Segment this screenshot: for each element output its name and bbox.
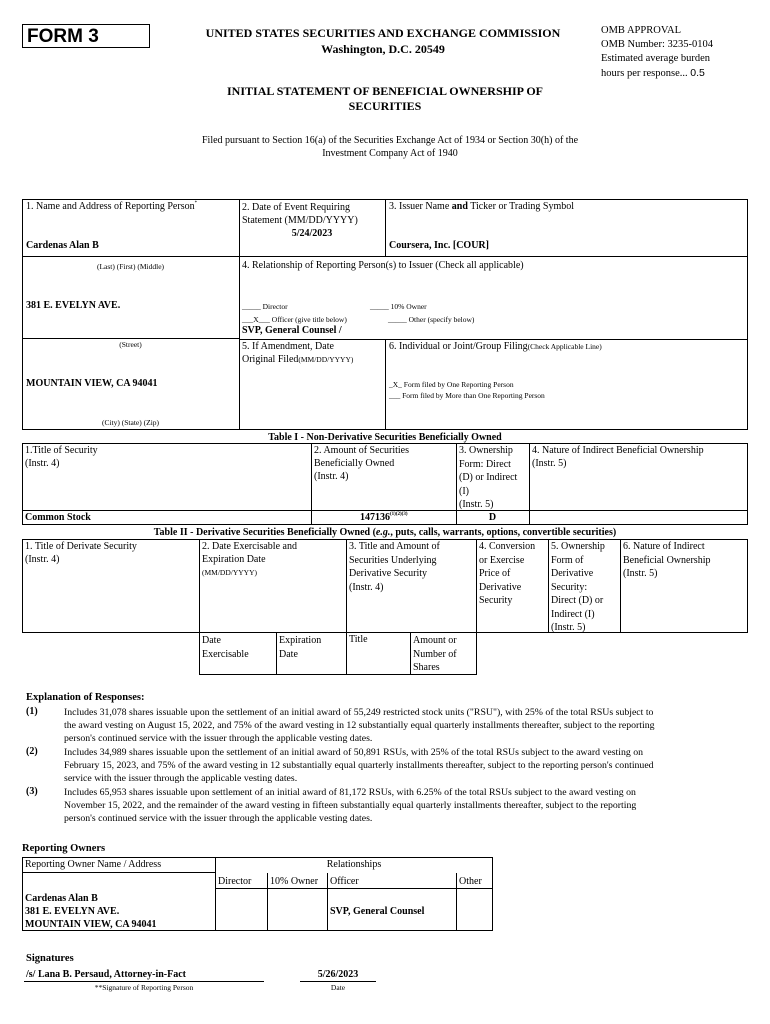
t2-sub-date-exercisable: Date Exercisable bbox=[202, 635, 249, 660]
director-check[interactable]: _____ Director bbox=[242, 302, 288, 311]
other-check[interactable]: _____ Other (specify below) bbox=[388, 315, 475, 324]
t1-col-title: 1.Title of Security (Instr. 4) bbox=[25, 445, 98, 469]
omb-burden-2: hours per response... 0.5 bbox=[601, 67, 705, 79]
box5-label: 5. If Amendment, Date Original Filed(MM/DD/YYYY) bbox=[242, 341, 354, 365]
t1-row-title: Common Stock bbox=[25, 512, 91, 523]
owners-col-officer: Officer bbox=[330, 876, 359, 887]
omb-burden-1: Estimated average burden bbox=[601, 53, 711, 64]
street-caption: (Street) bbox=[119, 340, 142, 349]
box3-label: 3. Issuer Name and Ticker or Trading Symbol bbox=[389, 201, 575, 212]
box6-label: 6. Individual or Joint/Group Filing(Check Applicable Line) bbox=[389, 341, 602, 352]
t1-row-footnotes: (1)(2)(3) bbox=[390, 512, 408, 517]
owners-col-relationships: Relationships bbox=[326, 859, 382, 870]
form-label: FORM 3 bbox=[27, 26, 99, 47]
box1-label: 1. Name and Address of Reporting Person* bbox=[26, 201, 198, 212]
signature-date-caption: Date bbox=[330, 983, 346, 992]
city-caption: (City) (State) (Zip) bbox=[101, 418, 160, 427]
t2-sub-title: Title bbox=[349, 634, 368, 645]
omb-box bbox=[601, 24, 766, 81]
reporting-person-name: Cardenas Alan B bbox=[26, 240, 99, 251]
agency-location: Washington, D.C. 20549 bbox=[321, 42, 445, 56]
omb-burden-hours: 0.5 bbox=[690, 67, 705, 79]
owners-col-director: Director bbox=[218, 876, 252, 887]
t2-sub-expiration: Expiration Date bbox=[279, 635, 322, 660]
t2-col-dates: 2. Date Exercisable and Expiration Date (MM/DD/YYYY) bbox=[202, 541, 297, 577]
reporting-person-city: MOUNTAIN VIEW, CA 94041 bbox=[26, 378, 158, 389]
filed-pursuant: Filed pursuant to Section 16(a) of the Securities Exchange Act of 1934 or Section 30(h) of the Investment Company Act of 1940 bbox=[201, 135, 579, 159]
owner-officer-title: SVP, General Counsel bbox=[330, 906, 425, 917]
signature-name: /s/ Lana B. Persaud, Attorney-in-Fact bbox=[26, 969, 186, 980]
box4-label: 4. Relationship of Reporting Person(s) to Issuer (Check all applicable) bbox=[242, 260, 524, 271]
signature-caption: **Signature of Reporting Person bbox=[94, 983, 194, 992]
owners-heading: Reporting Owners bbox=[22, 843, 106, 854]
officer-check[interactable]: ___X___ Officer (give title below) bbox=[242, 315, 347, 324]
owners-col-ten-pct: 10% Owner bbox=[270, 876, 319, 887]
signature-date: 5/26/2023 bbox=[317, 969, 359, 980]
table2-title: Table II - Derivative Securities Beneficially Owned (e.g., puts, calls, warrants, options, convertible securities) bbox=[153, 527, 617, 538]
name-caption: (Last) (First) (Middle) bbox=[96, 262, 165, 271]
t1-col-amount: 2. Amount of Securities Beneficially Owned (Instr. 4) bbox=[314, 445, 409, 482]
owners-col-other: Other bbox=[459, 876, 482, 887]
t2-col-underlying: 3. Title and Amount of Securities Underlying Derivative Security (Instr. 4) bbox=[349, 541, 440, 593]
signatures-heading: Signatures bbox=[26, 953, 74, 964]
box2-label: 2. Date of Event Requiring Statement (MM/DD/YYYY) bbox=[242, 202, 358, 226]
reporting-person-street: 381 E. EVELYN AVE. bbox=[26, 300, 121, 311]
officer-title: SVP, General Counsel / bbox=[242, 325, 342, 336]
form-label-box bbox=[22, 24, 150, 48]
ten-pct-owner-check[interactable]: _____ 10% Owner bbox=[370, 302, 427, 311]
owner-name-address: Cardenas Alan B 381 E. EVELYN AVE. MOUNTAIN VIEW, CA 94041 bbox=[25, 893, 157, 930]
issuer-name: Coursera, Inc. [COUR] bbox=[389, 240, 489, 251]
more-persons-check[interactable]: ___ Form filed by More than One Reporting Person bbox=[389, 391, 545, 400]
t1-col-form: 3. Ownership Form: Direct (D) or Indirect (I) (Instr. 5) bbox=[459, 445, 518, 510]
t1-col-nature: 4. Nature of Indirect Beneficial Ownership (Instr. 5) bbox=[532, 445, 704, 469]
owners-col-name: Reporting Owner Name / Address bbox=[25, 859, 162, 870]
form-title: INITIAL STATEMENT OF BENEFICIAL OWNERSHIP OF SECURITIES bbox=[227, 84, 543, 113]
t1-row-form: D bbox=[488, 512, 497, 523]
t2-col-title: 1. Title of Derivate Security (Instr. 4) bbox=[25, 541, 137, 565]
one-person-check[interactable]: _X_ Form filed by One Reporting Person bbox=[389, 380, 514, 389]
t2-sub-amount: Amount or Number of Shares bbox=[413, 635, 457, 673]
t2-col-price: 4. Conversion or Exercise Price of Derivative Security bbox=[479, 541, 536, 606]
t2-col-ownership: 5. Ownership Form of Derivative Security: Direct (D) or Indirect (I) (Instr. 5) bbox=[551, 541, 605, 633]
omb-approval: OMB APPROVAL bbox=[601, 25, 682, 36]
t2-col-nature: 6. Nature of Indirect Beneficial Ownership (Instr. 5) bbox=[623, 541, 711, 579]
t1-row-amount: $147136^{(1)(2)(3)}$ bbox=[360, 512, 408, 523]
table1-title: Table I - Non-Derivative Securities Beneficially Owned bbox=[268, 432, 502, 443]
explanation-heading: Explanation of Responses: bbox=[26, 692, 145, 703]
event-date: 5/24/2023 bbox=[291, 228, 333, 239]
agency-name: UNITED STATES SECURITIES AND EXCHANGE COMMISSION bbox=[205, 26, 561, 40]
omb-number: OMB Number: 3235-0104 bbox=[601, 39, 713, 50]
